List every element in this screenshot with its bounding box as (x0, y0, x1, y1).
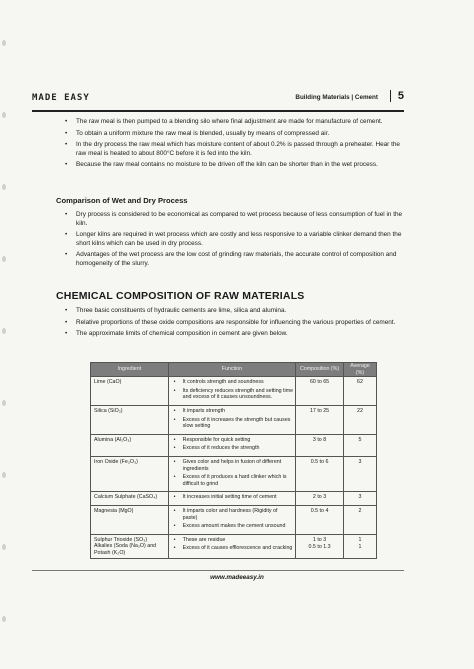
footer-url[interactable]: www.madeeasy.in (210, 574, 264, 581)
function-cell: • It imparts color and hardness (Rigidity of paste) • Excess amount makes the cement unsound (168, 505, 295, 534)
section-title: CHEMICAL COMPOSITION OF RAW MATERIALS (56, 290, 305, 302)
running-title: Building Materials | Cement (295, 94, 378, 101)
list-item: • Because the raw meal contains no moisture to be driven off the kiln can be shorter than in the wet process. (65, 161, 378, 169)
table-row (91, 505, 377, 534)
range-cell: 1 to 3 0.5 to 1.3 (296, 534, 344, 559)
ingredient-cell: Magnesia (MgO) (91, 505, 169, 534)
list-item: • Three basic constituents of hydraulic cements are lime, silica and alumina. (65, 307, 287, 314)
column-header: Ingredient (91, 363, 169, 377)
composition-table (90, 362, 377, 559)
list-item: • The raw meal is then pumped to a blending silo where final adjustment are made for manufacture of cement. (65, 118, 383, 125)
average-cell: 62 (344, 377, 377, 406)
average-cell: 2 (344, 505, 377, 534)
list-item: • The approximate limits of chemical composition in cement are given below. (65, 330, 288, 338)
table-row (91, 456, 377, 491)
average-cell: 5 (344, 434, 377, 456)
comparison-heading: Comparison of Wet and Dry Process (56, 196, 188, 205)
column-header: Composition (%) (296, 363, 344, 377)
average-cell: 3 (344, 492, 377, 506)
brand-logo: MADE EASY (32, 93, 90, 103)
average-cell: 22 (344, 405, 377, 434)
range-cell: 60 to 65 (296, 377, 344, 406)
function-cell: • It controls strength and soundness • Its deficiency reduces strength and setting time and excess of it causes unsoundness. (168, 377, 295, 406)
list-item: • In the dry process the raw meal which has moisture content of about 0.2% is passed through a preheater. Hear the raw meal is heated to about 800°C before it is fed into the kiln. (65, 141, 400, 157)
header-rule (32, 110, 404, 112)
average-cell: 1 1 (344, 534, 377, 559)
table-row (91, 405, 377, 434)
function-cell: • These are residue • Excess of it causes efflorescence and cracking (168, 534, 295, 559)
ingredient-cell: Lime (CaO) (91, 377, 169, 406)
page-header (32, 91, 404, 107)
range-cell: 3 to 8 (296, 434, 344, 456)
list-item: • Advantages of the wet process are the low cost of grinding raw materials, the accurate control of composition and homogeneity of the slurry. (65, 251, 397, 267)
table-header-row (91, 363, 377, 377)
list-item: • Relative proportions of these oxide compositions are responsible for influencing the various properties of cement. (65, 318, 396, 326)
page-number: 5 (390, 90, 404, 102)
ingredient-cell: Alumina (Al₂O₃) (91, 434, 169, 456)
list-item: • Dry process is considered to be economical as compared to wet process because of less consumption of fuel in the kiln. (65, 211, 403, 227)
footer-rule (32, 570, 404, 571)
function-cell: • It imparts strength • Excess of it increases the strength but causes slow setting (168, 405, 295, 434)
table-row (91, 434, 377, 456)
table-row (91, 377, 377, 406)
ingredient-cell: Calcium Sulphate (CaSO₄) (91, 492, 169, 506)
list-item: • To obtain a uniform mixture the raw meal is blended, usually by means of compressed air. (65, 129, 330, 137)
range-cell: 0.5 to 4 (296, 505, 344, 534)
table-row (91, 534, 377, 559)
function-cell: • It increases initial setting time of cement (168, 492, 295, 506)
range-cell: 2 to 3 (296, 492, 344, 506)
list-item: • Longer kilns are required in wet process which are costly and less responsive to a variable clinker demand then the short kilns which can be used in dry process. (65, 231, 402, 247)
table-row (91, 492, 377, 506)
binder-holes (2, 0, 12, 669)
range-cell: 17 to 25 (296, 405, 344, 434)
function-cell: • Gives color and helps in fusion of different ingredients • Excess of it produces a hard clinker which is difficult to grind (168, 456, 295, 491)
column-header: Function (168, 363, 295, 377)
average-cell: 3 (344, 456, 377, 491)
ingredient-cell: Silica (SiO₂) (91, 405, 169, 434)
ingredient-cell: Sulphur Trioxide (SO₃) Alkalies (Soda (Na₂O) and Potash (K₂O) (91, 534, 169, 559)
column-header: Average (%) (344, 363, 377, 377)
ingredient-cell: Iron Oxide (Fe₂O₃) (91, 456, 169, 491)
range-cell: 0.5 to 6 (296, 456, 344, 491)
function-cell: • Responsible for quick setting • Excess of it reduces the strength (168, 434, 295, 456)
chemical-list (56, 307, 406, 342)
comparison-list (56, 211, 406, 272)
intro-list (56, 118, 406, 173)
